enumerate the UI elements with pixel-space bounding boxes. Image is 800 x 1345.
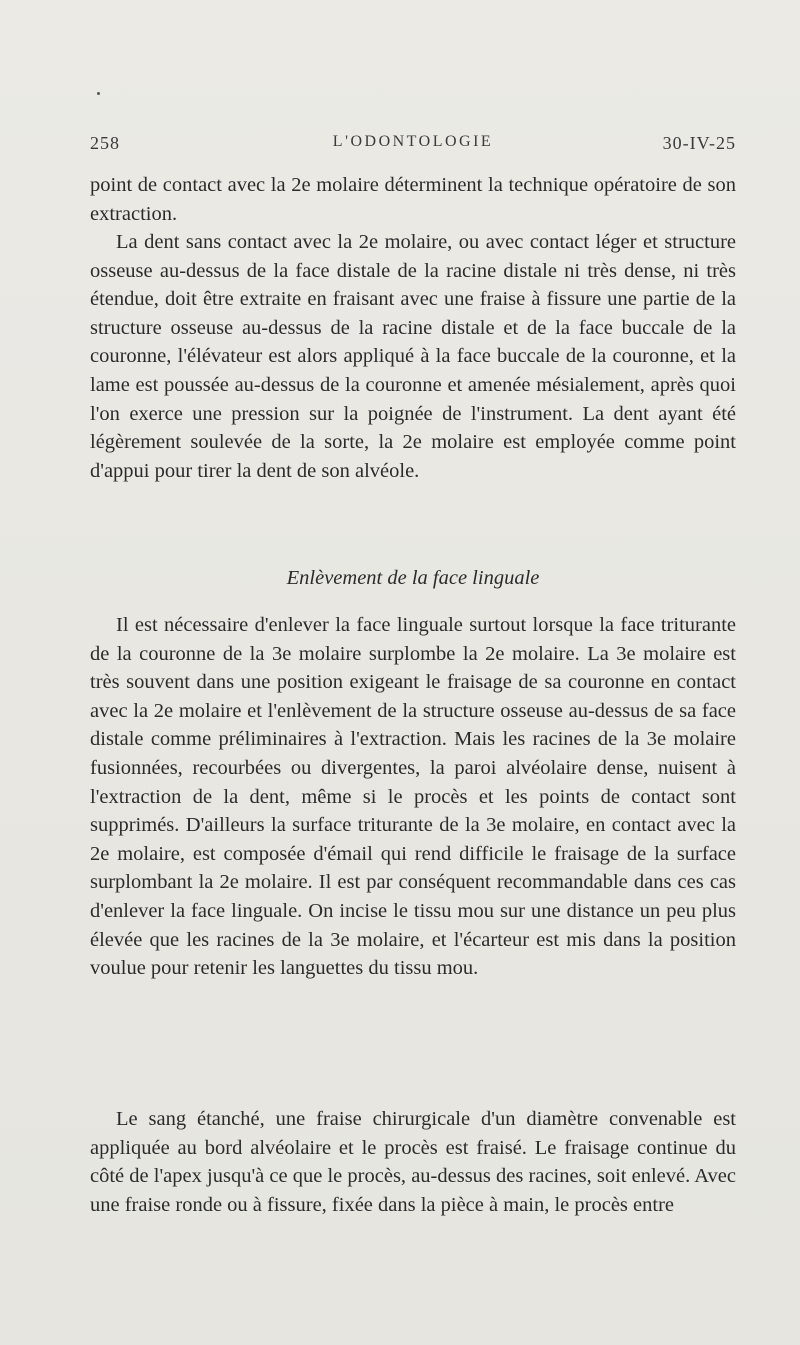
paragraph-extraction: La dent sans contact avec la 2e molaire, ou avec contact léger et structure osseuse au-dessus de la face distale de la racine distale ni très dense, ni très étendue, doit être extraite en fraisant avec une fraise à fissure une partie de la structure osseuse au-dessus de la racine distale et de la face buccale de la couronne, l'élévateur est alors appliqué à la face buccale de la couronne, et la lame est poussée au-dessus de la couronne et amenée mésialement, après quoi l'on exerce une pression sur la poignée de l'instrument. La dent ayant été légèrement soulevée de la sorte, la 2e molaire est employée comme point d'appui pour tirer la dent de son alvéole. — [90, 231, 736, 482]
section-heading: Enlèvement de la face linguale — [286, 567, 540, 589]
paragraph-continuation: point de contact avec la 2e molaire déterminent la technique opératoire de son extraction. — [90, 174, 736, 225]
text-block-continuation — [90, 171, 736, 228]
journal-title: L'ODONTOLOGIE — [332, 133, 494, 150]
paragraph-bur: Le sang étanché, une fraise chirurgicale d'un diamètre convenable est appliquée au bord alvéolaire et le procès est fraisé. Le fraisage continue du côté de l'apex jusqu'à ce que le procès, au-dessus des racines, soit enlevé. Avec une fraise ronde ou à fissure, fixée dans la pièce à main, le procès entre — [90, 1108, 736, 1216]
running-header — [90, 133, 736, 159]
ink-speck — [97, 92, 100, 95]
issue-date: 30-IV-25 — [662, 133, 736, 153]
paragraph-lingual: Il est nécessaire d'enlever la face linguale surtout lorsque la face triturante de la couronne de la 3e molaire surplombe la 2e molaire. La 3e molaire est très souvent dans une position exigeant le fraisage de sa couronne en contact avec la 2e molaire et l'enlèvement de la structure osseuse au-dessus de sa face distale comme préliminaires à l'extraction. Mais les racines de la 3e molaire fusionnées, recourbées ou divergentes, la paroi alvéolaire dense, nuisent à l'extraction de la dent, même si le procès et les points de contact sont supprimés. D'ailleurs la surface triturante de la 3e molaire, en contact avec la 2e molaire, est composée d'émail qui rend difficile le fraisage de la surface surplombant la 2e molaire. Il est par conséquent recommandable dans ces cas d'enlever la face linguale. On incise le tissu mou sur une distance un peu plus élevée que les racines de la 3e molaire, et l'écarteur est mis dans la position voulue pour retenir les languettes du tissu mou. — [90, 614, 736, 980]
text-block-lingual — [90, 611, 736, 983]
page-number: 258 — [90, 133, 120, 153]
text-block-extraction — [90, 228, 736, 485]
text-block-bur — [90, 1105, 736, 1219]
